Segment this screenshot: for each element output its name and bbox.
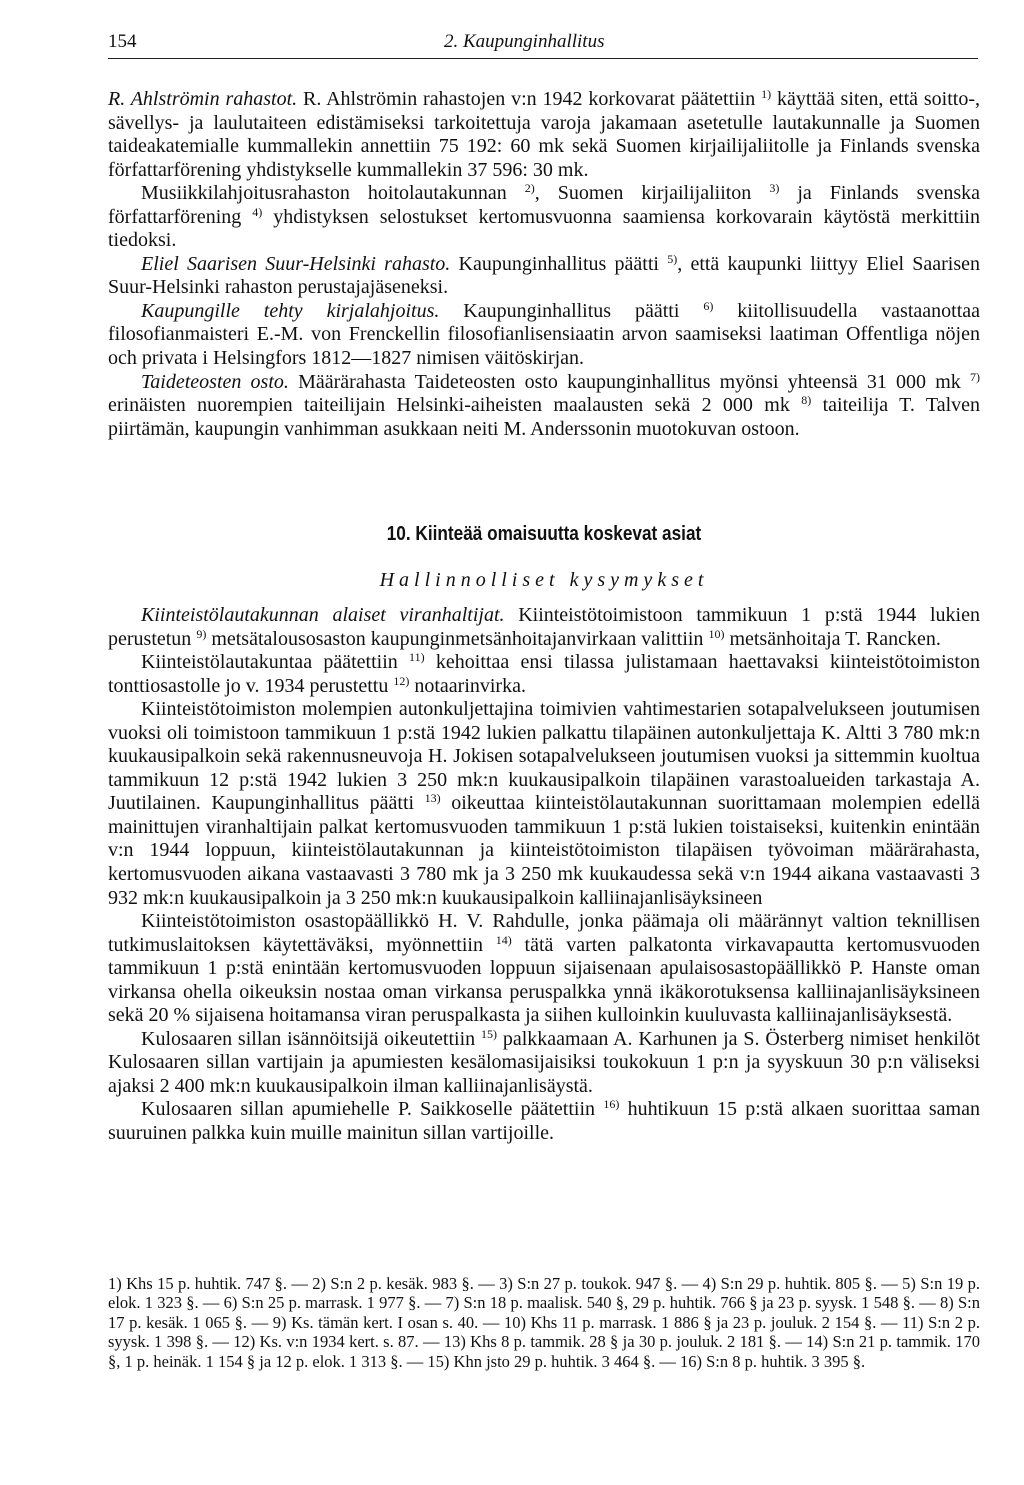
paragraph-saarinen: Eliel Saarisen Suur-Helsinki rahasto. Kaupunginhallitus päätti $^{5)}$, että kaupunki liittyy Eliel Saarisen Suur-Helsinki rahaston perustajajäseneksi. bbox=[108, 251, 980, 299]
footnote-ref: 1) bbox=[761, 87, 772, 101]
paragraph-heading: R. Ahlströmin rahastot. bbox=[108, 88, 298, 110]
footnote-ref: 4) bbox=[252, 204, 263, 219]
footnote-ref: 6) bbox=[703, 298, 714, 313]
footnote-ref: 5) bbox=[667, 251, 678, 266]
section-9-body bbox=[108, 88, 980, 441]
footnote-ref: 16) bbox=[603, 1097, 620, 1112]
header-title: 2. Kaupunginhallitus bbox=[444, 31, 605, 52]
footnote-ref: 3) bbox=[769, 181, 780, 196]
paragraph-heading: Eliel Saarisen Suur-Helsinki rahasto. bbox=[141, 252, 451, 275]
running-header bbox=[108, 30, 978, 59]
paragraph-notaarinvirka: Kiinteistölautakuntaa päätettiin $^{11)}$ kehoittaa ensi tilassa julistamaan haettavaksi kiinteistötoimiston tonttiosastolle jo v. 1934 perustettu $^{12)}$ notaarinvirka. bbox=[108, 650, 980, 697]
section-title: 10. Kiinteää omaisuutta koskevat asiat bbox=[386, 523, 702, 545]
paragraph-viranhaltijat: Kiinteistölautakunnan alaiset viranhaltijat. Kiinteistötoimistoon tammikuun 1 p:stä 1944 lukien perustetun $^{9)}$ metsätalousosaston kaupunginmetsänhoitajanvirkaan valittiin $^{10)}$ metsänhoitaja T. Rancken. bbox=[108, 604, 980, 650]
paragraph-kirjalahjoitus: Kaupungille tehty kirjalahjoitus. Kaupunginhallitus päätti $^{6)}$ kiitollisuudella vastaanottaa filosofianmaisteri E.-M. von Frenckellin filosofianlisensiaatin arvon saamiseksi laatiman Offentliga nöjen och privata i Helsingfors 1812—1827 nimisen väitöskirjan. bbox=[108, 298, 981, 370]
footnote-ref: 8) bbox=[801, 393, 812, 408]
footnote-ref: 15) bbox=[481, 1026, 498, 1041]
page-number: 154 bbox=[108, 31, 137, 52]
paragraph-kulosaari-apumies: Kulosaaren sillan apumiehelle P. Saikkoselle päätettiin $^{16)}$ huhtikuun 15 p:stä alkaen suorittaa saman suuruinen palkka kuin muille mainitun sillan vartijoille. bbox=[108, 1097, 980, 1145]
paragraph-autonkuljettajat: Kiinteistötoimiston molempien autonkuljettajina toimivien vahtimestarien sotapalvelukseen joutumisen vuoksi oli toimistoon tammikuun 1 p:stä 1942 lukien palkattu tilapäinen autonkuljettaja K. Altti 3 780 mk:n kuukausipalkoin sekä rakennusneuvoja H. Jokisen sotapalvelukseen joutumisen vuoksi ja sittemmin kuoltua tammikuun 12 p:stä 1942 lukien 3 250 mk:n kuukausipalkoin tilapäinen varastoalueiden tarkastaja A. Juutilainen. Kaupunginhallitus päätti $^{13)}$ oikeuttaa kiinteistölautakunnan suorittamaan molempien edellä mainittujen viranhaltijain palkat kertomusvuoden tammikuun 1 p:stä lukien toistaiseksi, kuitenkin enintään v:n 1944 loppuun, kiinteistölautakunnan ja kiinteistötoimiston tilapäisen työvoiman määrärahasta, kertomusvuoden aikana vastaavasti 3 780 mk ja 3 250 mk kuukaudessa sekä v:n 1944 aikana vastaavasti 3 932 mk:n kuukausipalkoin ja 3 250 mk:n kuukausipalkoin kalliinajanlisäyksineen bbox=[108, 698, 981, 909]
footnote-ref: 13) bbox=[424, 791, 441, 806]
paragraph-heading: Kaupungille tehty kirjalahjoitus. bbox=[141, 299, 440, 322]
footnote-ref: 7) bbox=[970, 369, 980, 384]
paragraph-kulosaari-isannoitsija: Kulosaaren sillan isännöitsijä oikeutettiin $^{15)}$ palkkaamaan A. Karhunen ja S. Österberg nimiset henkilöt Kulosaaren sillan vartijain ja apumiesten kesälomasijaisiksi toukokuun 1 p:n ja syyskuun 30 p:n väliseksi ajaksi 2 400 mk:n kuukausipalkoin ilman kalliinajanlisäystä. bbox=[108, 1026, 980, 1097]
paragraph-heading: Taideteosten osto. bbox=[141, 370, 289, 393]
paragraph-ahlstrom: R. Ahlströmin rahastot. R. Ahlströmin rahastojen v:n 1942 korkovarat päätettiin $^{1)}$ käyttää siten, että soitto-, sävellys- ja laulutaiteen edistämiseksi tarkoitettuja varoja jakamaan asetetulle lautakunnalle ja Suomen taideakatemialle kummallekin annettiin 75 192: 60 mk sekä Suomen kirjailijaliitolle ja Finlands svenska författarförening yhdistykselle kummallekin 37 596: 30 mk. bbox=[108, 87, 980, 181]
paragraph-rahdulle: Kiinteistötoimiston osastopäällikkö H. V. Rahdulle, jonka päämaja oli määrännyt valtion teknillisen tutkimuslaitoksen käytettäväksi, myönnettiin $^{14)}$ tätä varten palkatonta virkavapautta kertomusvuoden tammikuun 1 p:stä enintään kertomusvuoden loppuun sijaisenaan apulaisosastopäällikkö P. Hanste oman virkansa ohella oikeuksin nostaa oman virkansa peruspalkka ynnä ikäkorotuksensa kalliinajanlisäyksineen sekä 20 % sijaisena hoitamansa viran peruspalkasta ja siihen kulloinkin kuuluvasta kalliinajanlisäyksestä. bbox=[108, 910, 980, 1027]
subsection-title: Hallinnolliset kysymykset bbox=[379, 569, 709, 591]
paragraph-musiikki: Musiikkilahjoitusrahaston hoitolautakunnan $^{2)}$, Suomen kirjailijaliiton $^{3)}$ ja Finlands svenska författarförening $^{4)}$ yhdistyksen selostukset kertomusvuonna saamiensa korkovarain käytöstä merkittiin tiedoksi. bbox=[108, 181, 980, 252]
footnote-ref: 11) bbox=[409, 650, 425, 665]
footnote-text: 1) Khs 15 p. huhtik. 747 §. — 2) S:n 2 p. kesäk. 983 §. — 3) S:n 27 p. toukok. 947 §. — 4) S:n 29 p. huhtik. 805 §. — 5) S:n 19 p. elok. 1 323 §. — 6) S:n 25 p. marrask. 1 977 §. — 7) S:n 18 p. maalisk. 540 §, 29 p. huhtik. 766 § ja 23 p. syysk. 1 548 §. — 8) S:n 17 p. kesäk. 1 065 §. — 9) Ks. tämän kert. I osan s. 40. — 10) Khs 11 p. marrask. 1 886 § ja 23 p. jouluk. 2 154 §. — 11) S:n 2 p. syysk. 1 398 §. — 12) Ks. v:n 1934 kert. s. 87. — 13) Khs 8 p. tammik. 28 § ja 30 p. jouluk. 2 181 §. — 14) S:n 21 p. tammik. 170 §, 1 p. heinäk. 1 154 § ja 12 p. elok. 1 313 §. — 15) Khn jsto 29 p. huhtik. 3 464 §. — 16) S:n 8 p. huhtik. 3 395 §. bbox=[108, 1274, 980, 1371]
footnote-ref: 2) bbox=[524, 181, 535, 196]
footnote-ref: 14) bbox=[495, 932, 512, 947]
footnote-ref: 9) bbox=[196, 626, 207, 641]
footnotes bbox=[108, 1274, 980, 1371]
footnote-ref: 10) bbox=[708, 626, 725, 641]
footnote-ref: 12) bbox=[393, 673, 410, 688]
paragraph-heading: Kiinteistölautakunnan alaiset viranhaltijat. bbox=[141, 604, 505, 626]
paragraph-taideteokset: Taideteosten osto. Määrärahasta Taideteosten osto kaupunginhallitus myönsi yhteensä 31 000 mk $^{7)}$ erinäisten nuorempien taiteilijain Helsinki-aiheisten maalausten sekä 2 000 mk $^{8)}$ taiteilija T. Talven piirtämän, kaupungin vanhimman asukkaan neiti M. Anderssonin muotokuvan ostoon. bbox=[108, 369, 981, 440]
section-10-body bbox=[108, 604, 980, 1146]
